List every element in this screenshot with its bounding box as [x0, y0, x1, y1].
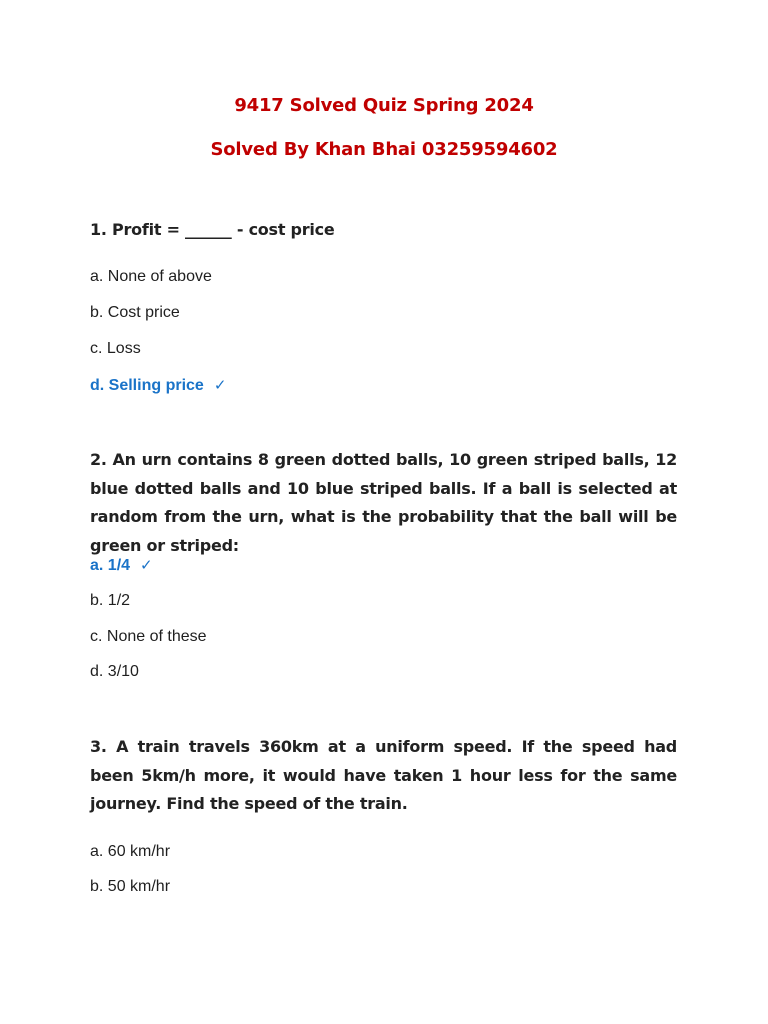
option-label: d. 3/10 [90, 663, 139, 680]
option [90, 663, 139, 681]
question-1 [90, 216, 677, 245]
option-label: a. None of above [90, 268, 212, 285]
question-number: 1. [90, 220, 107, 239]
question-3 [90, 733, 677, 819]
question-number: 3. [90, 737, 107, 756]
checkmark-icon: ✓ [140, 557, 153, 574]
option-label: c. Loss [90, 340, 141, 357]
option [90, 592, 130, 610]
question-number: 2. [90, 450, 107, 469]
document-subtitle: Solved By Khan Bhai 03259594602 [210, 139, 558, 160]
option-label: b. 50 km/hr [90, 878, 171, 895]
question-2 [90, 446, 677, 560]
option-label: b. Cost price [90, 304, 180, 321]
question-text: Profit = ______ - cost price [106, 220, 335, 239]
document-title: 9417 Solved Quiz Spring 2024 [234, 95, 534, 116]
option [90, 304, 180, 322]
question-text: A train travels 360km at a uniform speed. If the speed had been 5km/h more, it would have taken 1 hour less for the same journey. Find the speed of the train. [90, 737, 677, 813]
option [90, 843, 170, 861]
option [90, 628, 207, 646]
option-label: c. None of these [90, 628, 207, 645]
checkmark-icon: ✓ [213, 377, 227, 394]
option-label: a. 1/4 [90, 557, 131, 574]
option [90, 878, 170, 896]
question-text: An urn contains 8 green dotted balls, 10 green striped balls, 12 blue dotted balls and 10 blue striped balls. If a ball is selected at random from the urn, what is the probability that the ball will be green or striped: [90, 450, 677, 555]
option-label: a. 60 km/hr [90, 843, 171, 860]
option [90, 268, 212, 286]
option-label: d. Selling price [90, 377, 204, 394]
option-correct [90, 556, 153, 575]
option-label: b. 1/2 [90, 592, 131, 609]
option-correct [90, 376, 226, 395]
option [90, 340, 141, 358]
